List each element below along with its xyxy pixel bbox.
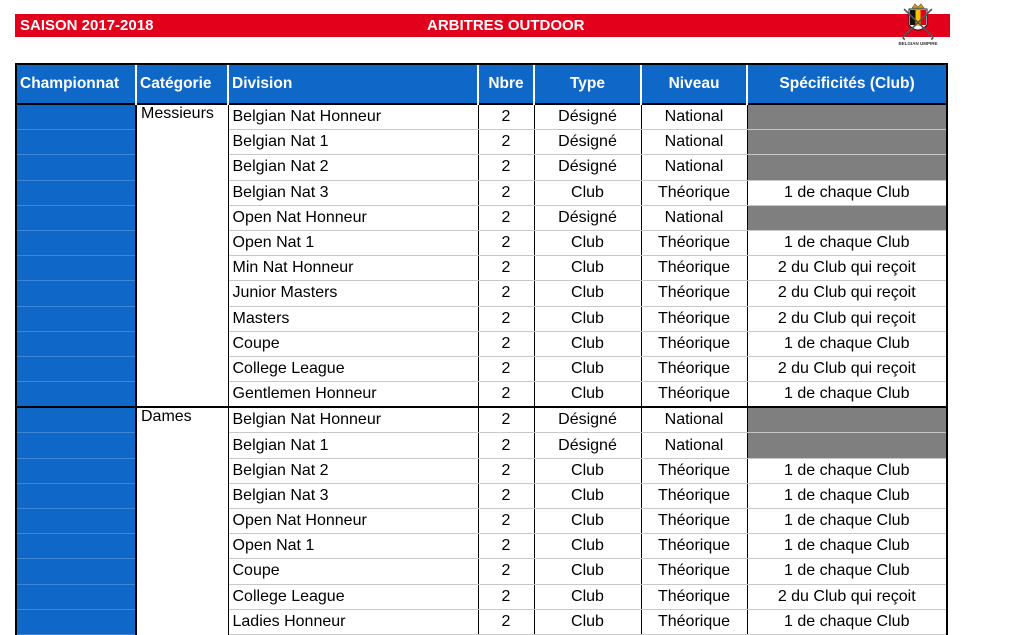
- championnat-cell: [17, 534, 136, 559]
- type-cell: Club: [534, 559, 641, 584]
- nbre-cell: 2: [478, 356, 534, 381]
- type-cell: Désigné: [534, 407, 641, 433]
- division-cell: Masters: [228, 306, 478, 331]
- type-cell: Club: [534, 382, 641, 408]
- type-cell: Désigné: [534, 205, 641, 230]
- specificites-cell: 2 du Club qui reçoit: [747, 281, 946, 306]
- nbre-cell: 2: [478, 230, 534, 255]
- specificites-cell: [747, 433, 946, 458]
- nbre-cell: 2: [478, 458, 534, 483]
- championnat-cell: [17, 483, 136, 508]
- type-cell: Désigné: [534, 155, 641, 180]
- specificites-cell: 1 de chaque Club: [747, 534, 946, 559]
- niveau-cell: Théorique: [641, 331, 747, 356]
- championnat-cell: [17, 281, 136, 306]
- championnat-cell: [17, 155, 136, 180]
- crest-icon: [896, 3, 940, 43]
- championnat-cell: [17, 433, 136, 458]
- referee-table: [17, 65, 946, 635]
- division-cell: Junior Masters: [228, 281, 478, 306]
- nbre-cell: 2: [478, 509, 534, 534]
- championnat-cell: [17, 559, 136, 584]
- niveau-cell: Théorique: [641, 180, 747, 205]
- division-cell: Ladies Honneur: [228, 609, 478, 634]
- page-title: ARBITRES OUTDOOR: [427, 17, 585, 34]
- championnat-cell: [17, 130, 136, 155]
- column-header-niveau: Niveau: [641, 65, 747, 104]
- table-body: [17, 104, 946, 634]
- specificites-cell: 1 de chaque Club: [747, 230, 946, 255]
- niveau-cell: Théorique: [641, 382, 747, 408]
- division-cell: Belgian Nat Honneur: [228, 407, 478, 433]
- nbre-cell: 2: [478, 256, 534, 281]
- type-cell: Club: [534, 180, 641, 205]
- nbre-cell: 2: [478, 306, 534, 331]
- type-cell: Désigné: [534, 104, 641, 130]
- championnat-cell: [17, 256, 136, 281]
- categorie-cell: Messieurs: [136, 104, 228, 407]
- nbre-cell: 2: [478, 281, 534, 306]
- nbre-cell: 2: [478, 205, 534, 230]
- specificites-cell: 1 de chaque Club: [747, 180, 946, 205]
- referee-table-container: [15, 63, 948, 635]
- type-cell: Club: [534, 584, 641, 609]
- specificites-cell: 1 de chaque Club: [747, 331, 946, 356]
- nbre-cell: 2: [478, 483, 534, 508]
- belgian-umpire-logo: [896, 3, 940, 55]
- specificites-cell: 1 de chaque Club: [747, 609, 946, 634]
- division-cell: Open Nat Honneur: [228, 509, 478, 534]
- nbre-cell: 2: [478, 534, 534, 559]
- nbre-cell: 2: [478, 382, 534, 408]
- nbre-cell: 2: [478, 559, 534, 584]
- championnat-cell: [17, 306, 136, 331]
- column-header-specificites: Spécificités (Club): [747, 65, 946, 104]
- categorie-cell: Dames: [136, 407, 228, 634]
- season-label: SAISON 2017-2018: [20, 17, 154, 34]
- division-cell: Min Nat Honneur: [228, 256, 478, 281]
- specificites-cell: 2 du Club qui reçoit: [747, 306, 946, 331]
- logo-text: BELGIAN UMPIRE: [898, 41, 938, 46]
- title-banner: [15, 14, 950, 37]
- niveau-cell: Théorique: [641, 356, 747, 381]
- division-cell: Belgian Nat Honneur: [228, 104, 478, 130]
- specificites-cell: 1 de chaque Club: [747, 483, 946, 508]
- column-header-nbre: Nbre: [478, 65, 534, 104]
- division-cell: Gentlemen Honneur: [228, 382, 478, 408]
- niveau-cell: National: [641, 130, 747, 155]
- championnat-cell: [17, 407, 136, 433]
- niveau-cell: National: [641, 205, 747, 230]
- table-header-row: [17, 65, 946, 104]
- specificites-cell: 2 du Club qui reçoit: [747, 356, 946, 381]
- specificites-cell: 1 de chaque Club: [747, 458, 946, 483]
- specificites-cell: 1 de chaque Club: [747, 382, 946, 408]
- division-cell: Belgian Nat 3: [228, 180, 478, 205]
- division-cell: Belgian Nat 2: [228, 155, 478, 180]
- type-cell: Club: [534, 609, 641, 634]
- championnat-cell: [17, 584, 136, 609]
- type-cell: Club: [534, 509, 641, 534]
- nbre-cell: 2: [478, 584, 534, 609]
- table-row: [17, 407, 946, 433]
- type-cell: Désigné: [534, 433, 641, 458]
- type-cell: Club: [534, 306, 641, 331]
- table-row: [17, 104, 946, 130]
- specificites-cell: [747, 407, 946, 433]
- niveau-cell: Théorique: [641, 230, 747, 255]
- niveau-cell: Théorique: [641, 534, 747, 559]
- niveau-cell: Théorique: [641, 458, 747, 483]
- division-cell: Belgian Nat 2: [228, 458, 478, 483]
- nbre-cell: 2: [478, 180, 534, 205]
- type-cell: Club: [534, 230, 641, 255]
- niveau-cell: National: [641, 407, 747, 433]
- specificites-cell: 1 de chaque Club: [747, 559, 946, 584]
- championnat-cell: [17, 382, 136, 408]
- type-cell: Club: [534, 356, 641, 381]
- niveau-cell: Théorique: [641, 609, 747, 634]
- type-cell: Club: [534, 534, 641, 559]
- niveau-cell: National: [641, 433, 747, 458]
- type-cell: Club: [534, 256, 641, 281]
- championnat-cell: [17, 609, 136, 634]
- niveau-cell: Théorique: [641, 306, 747, 331]
- specificites-cell: 1 de chaque Club: [747, 509, 946, 534]
- championnat-cell: [17, 104, 136, 130]
- championnat-cell: [17, 230, 136, 255]
- niveau-cell: Théorique: [641, 559, 747, 584]
- niveau-cell: National: [641, 104, 747, 130]
- championnat-cell: [17, 356, 136, 381]
- nbre-cell: 2: [478, 104, 534, 130]
- division-cell: Open Nat Honneur: [228, 205, 478, 230]
- championnat-cell: [17, 509, 136, 534]
- division-cell: College League: [228, 356, 478, 381]
- nbre-cell: 2: [478, 433, 534, 458]
- division-cell: Belgian Nat 3: [228, 483, 478, 508]
- niveau-cell: Théorique: [641, 281, 747, 306]
- nbre-cell: 2: [478, 407, 534, 433]
- specificites-cell: [747, 205, 946, 230]
- column-header-categorie: Catégorie: [136, 65, 228, 104]
- division-cell: Coupe: [228, 559, 478, 584]
- column-header-championnat: Championnat: [17, 65, 136, 104]
- championnat-cell: [17, 205, 136, 230]
- type-cell: Club: [534, 483, 641, 508]
- specificites-cell: 2 du Club qui reçoit: [747, 584, 946, 609]
- type-cell: Club: [534, 281, 641, 306]
- division-cell: Open Nat 1: [228, 230, 478, 255]
- type-cell: Désigné: [534, 130, 641, 155]
- niveau-cell: Théorique: [641, 256, 747, 281]
- specificites-cell: [747, 130, 946, 155]
- niveau-cell: Théorique: [641, 509, 747, 534]
- specificites-cell: [747, 104, 946, 130]
- nbre-cell: 2: [478, 155, 534, 180]
- championnat-cell: [17, 458, 136, 483]
- type-cell: Club: [534, 458, 641, 483]
- nbre-cell: 2: [478, 331, 534, 356]
- nbre-cell: 2: [478, 130, 534, 155]
- column-header-division: Division: [228, 65, 478, 104]
- division-cell: Open Nat 1: [228, 534, 478, 559]
- type-cell: Club: [534, 331, 641, 356]
- division-cell: Coupe: [228, 331, 478, 356]
- division-cell: College League: [228, 584, 478, 609]
- division-cell: Belgian Nat 1: [228, 433, 478, 458]
- championnat-cell: [17, 180, 136, 205]
- specificites-cell: 2 du Club qui reçoit: [747, 256, 946, 281]
- division-cell: Belgian Nat 1: [228, 130, 478, 155]
- niveau-cell: Théorique: [641, 584, 747, 609]
- nbre-cell: 2: [478, 609, 534, 634]
- championnat-cell: [17, 331, 136, 356]
- niveau-cell: Théorique: [641, 483, 747, 508]
- specificites-cell: [747, 155, 946, 180]
- column-header-type: Type: [534, 65, 641, 104]
- niveau-cell: National: [641, 155, 747, 180]
